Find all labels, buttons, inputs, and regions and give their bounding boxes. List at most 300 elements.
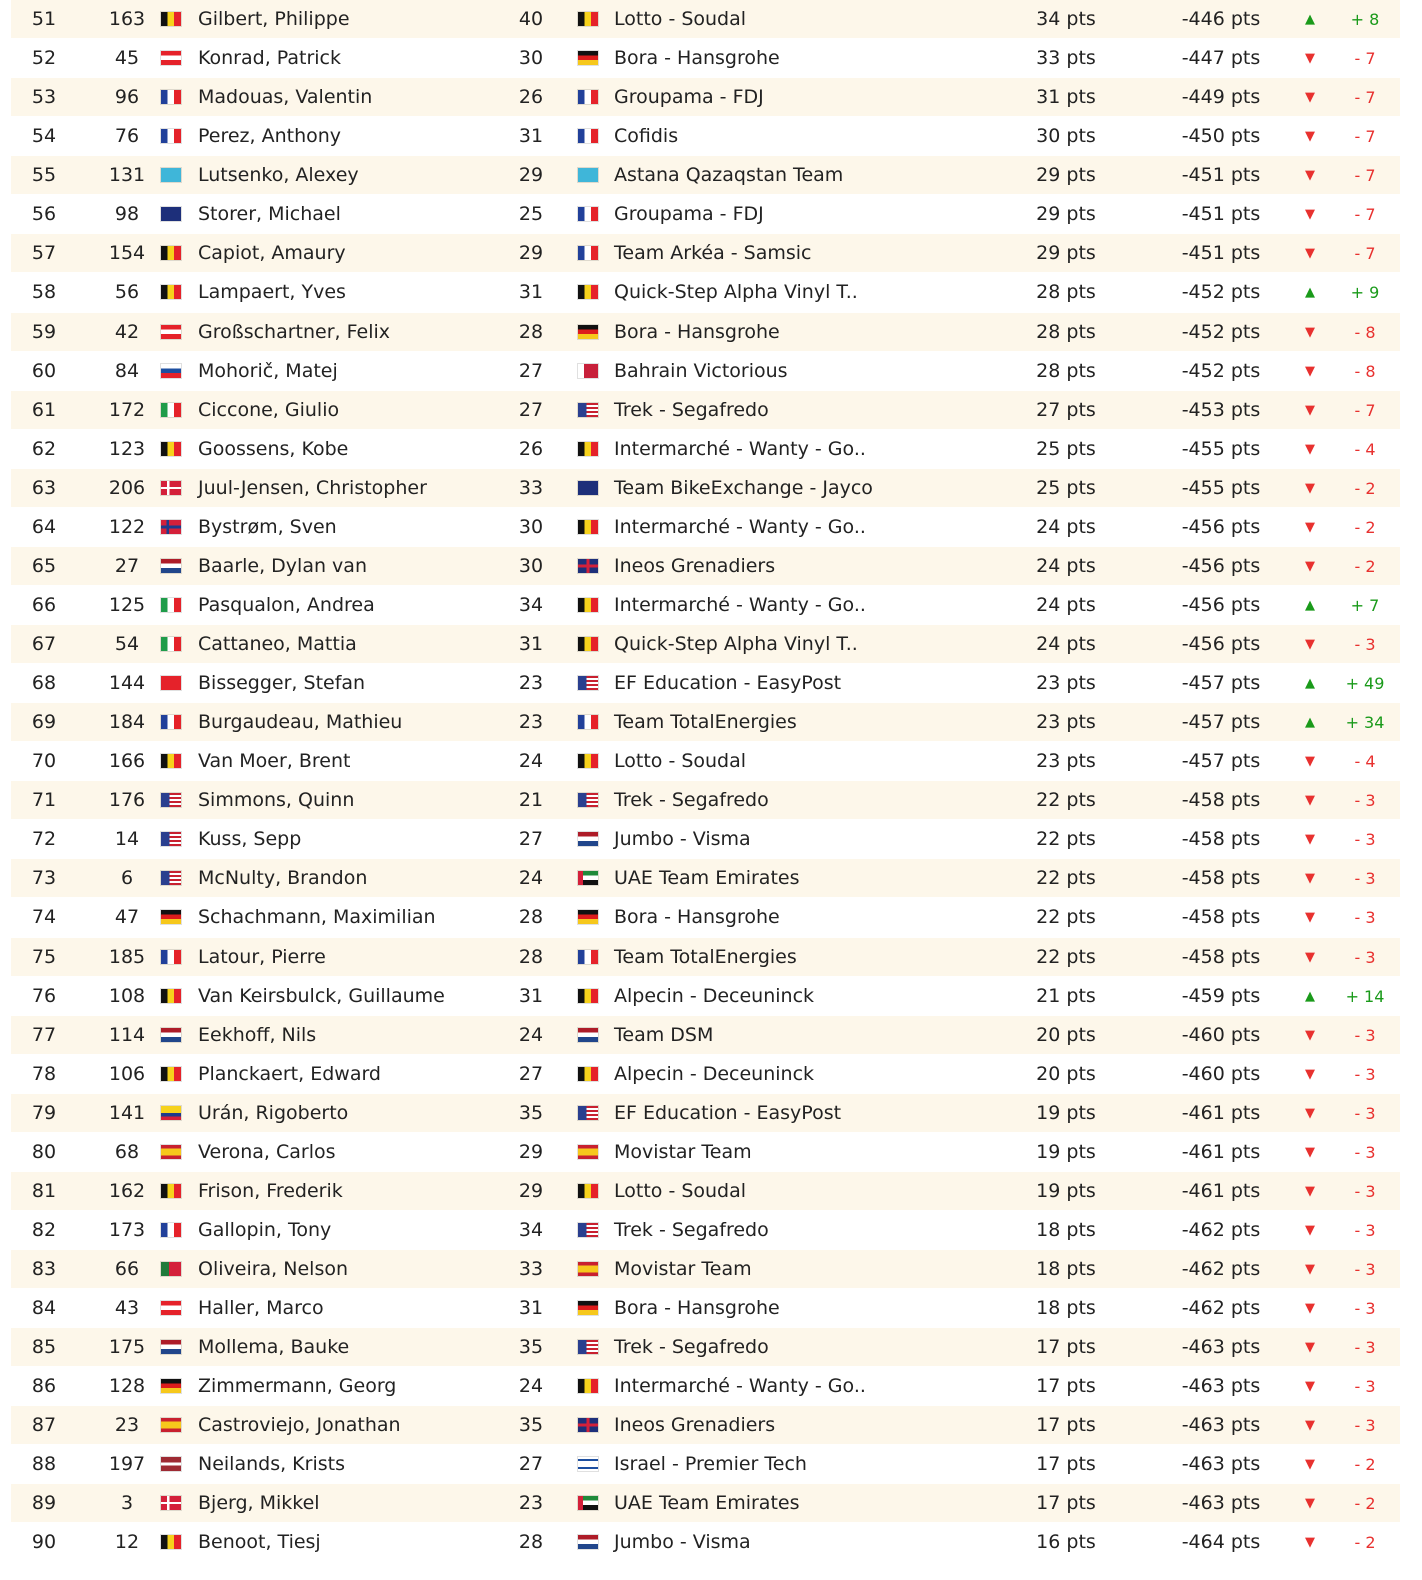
rider-name-link[interactable]: Kuss, Sepp (198, 828, 302, 851)
bib-cell: 162 (108, 1179, 146, 1202)
bib-cell: 128 (108, 1375, 146, 1398)
points-cell: 20 pts (1036, 1062, 1096, 1085)
rider-name-link[interactable]: Storer, Michael (198, 203, 341, 226)
points-diff-cell: -461 pts (1181, 1101, 1261, 1124)
rider-name-link[interactable]: Perez, Anthony (198, 125, 342, 148)
rank-change-cell: - 3 (1354, 830, 1376, 850)
rider-nation-flag-icon (161, 1028, 181, 1042)
rank-change-cell: - 2 (1354, 1533, 1376, 1553)
points-cell: 21 pts (1036, 984, 1096, 1007)
rider-name-link[interactable]: Ciccone, Giulio (198, 398, 340, 421)
rider-nation-flag-icon (161, 832, 181, 846)
table-row[interactable] (11, 703, 1400, 742)
bib-cell: 131 (108, 164, 146, 187)
points-cell: 25 pts (1036, 437, 1096, 460)
team-nation-flag-icon (578, 403, 598, 417)
table-row[interactable] (11, 1289, 1400, 1328)
team-nation-flag-icon (578, 12, 598, 26)
rider-nation-flag-icon (161, 989, 181, 1003)
age-cell: 24 (518, 867, 544, 890)
rank-cell: 70 (31, 750, 57, 773)
rider-name-link[interactable]: Simmons, Quinn (198, 789, 355, 812)
ranking-table (11, 0, 1400, 1563)
table-row[interactable] (11, 1484, 1400, 1523)
team-name-link[interactable]: Lotto - Soudal (614, 1179, 747, 1202)
points-diff-cell: -456 pts (1181, 633, 1261, 655)
rank-cell: 68 (31, 672, 57, 695)
bib-cell: 54 (114, 633, 140, 655)
team-nation-flag-icon (578, 832, 598, 846)
points-diff-cell: -451 pts (1181, 203, 1261, 226)
table-row[interactable] (11, 156, 1400, 195)
table-row[interactable] (11, 469, 1400, 508)
points-cell: 34 pts (1036, 8, 1096, 30)
team-name-link[interactable]: Astana Qazaqstan Team (614, 164, 844, 187)
bib-cell: 56 (114, 281, 140, 304)
points-cell: 23 pts (1036, 711, 1096, 734)
team-nation-flag-icon (578, 481, 598, 495)
table-row[interactable] (11, 1367, 1400, 1406)
rider-name-link[interactable]: Oliveira, Nelson (198, 1258, 349, 1280)
table-row[interactable] (11, 820, 1400, 859)
arrow-down-icon: ▼ (1305, 519, 1315, 535)
arrow-down-icon: ▼ (1305, 129, 1315, 145)
rank-change-cell: - 3 (1354, 791, 1376, 811)
arrow-up-icon: ▲ (1305, 597, 1315, 613)
team-name-link[interactable]: Bora - Hansgrohe (614, 320, 780, 343)
arrow-down-icon: ▼ (1305, 363, 1315, 379)
age-cell: 31 (518, 633, 544, 655)
rider-name-link[interactable]: Zimmermann, Georg (198, 1375, 397, 1398)
points-diff-cell: -455 pts (1181, 437, 1261, 460)
bib-cell: 14 (114, 828, 140, 851)
rank-cell: 57 (31, 242, 57, 265)
team-name-link[interactable]: Trek - Segafredo (614, 398, 769, 421)
rank-cell: 78 (31, 1062, 57, 1085)
team-name-link[interactable]: Israel - Premier Tech (614, 1453, 807, 1476)
points-cell: 19 pts (1036, 1140, 1096, 1163)
age-cell: 30 (518, 554, 544, 577)
arrow-down-icon: ▼ (1305, 324, 1315, 340)
arrow-down-icon: ▼ (1305, 1183, 1315, 1199)
team-name-link[interactable]: Intermarché - Wanty - Go.. (614, 515, 866, 538)
team-name-link[interactable]: Movistar Team (614, 1258, 752, 1280)
team-name-link[interactable]: UAE Team Emirates (614, 867, 800, 890)
age-cell: 21 (518, 789, 544, 812)
age-cell: 23 (518, 672, 544, 695)
team-nation-flag-icon (578, 676, 598, 690)
rider-nation-flag-icon (161, 1184, 181, 1198)
table-row[interactable] (11, 78, 1400, 117)
points-diff-cell: -463 pts (1181, 1492, 1261, 1515)
points-cell: 17 pts (1036, 1453, 1096, 1476)
rank-change-cell: - 4 (1354, 752, 1376, 772)
team-name-link[interactable]: Lotto - Soudal (614, 8, 747, 30)
table-row[interactable] (11, 1445, 1400, 1484)
rider-name-link[interactable]: Bystrøm, Sven (198, 515, 337, 538)
table-row[interactable] (11, 195, 1400, 234)
age-cell: 33 (518, 476, 544, 499)
points-cell: 30 pts (1036, 125, 1096, 148)
table-row[interactable] (11, 0, 1400, 39)
bib-cell: 141 (108, 1101, 146, 1124)
bib-cell: 106 (108, 1062, 146, 1085)
rider-name-link[interactable]: Verona, Carlos (198, 1140, 336, 1163)
bib-cell: 68 (114, 1140, 140, 1163)
rider-name-link[interactable]: Capiot, Amaury (198, 242, 346, 265)
rider-nation-flag-icon (161, 481, 181, 495)
points-cell: 24 pts (1036, 633, 1096, 655)
table-row[interactable] (11, 313, 1400, 352)
team-name-link[interactable]: Quick-Step Alpha Vinyl T.. (614, 281, 858, 304)
rider-nation-flag-icon (161, 1379, 181, 1393)
rider-name-link[interactable]: Cattaneo, Mattia (198, 633, 357, 655)
table-row[interactable] (11, 1016, 1400, 1055)
rider-name-link[interactable]: Benoot, Tiesj (198, 1531, 321, 1554)
rider-nation-flag-icon (161, 12, 181, 26)
arrow-down-icon: ▼ (1305, 1301, 1315, 1317)
team-name-link[interactable]: Team TotalEnergies (614, 711, 797, 734)
rank-cell: 59 (31, 320, 57, 343)
team-nation-flag-icon (578, 1301, 598, 1315)
points-diff-cell: -458 pts (1181, 789, 1261, 812)
team-name-link[interactable]: Intermarché - Wanty - Go.. (614, 1375, 866, 1398)
rider-nation-flag-icon (161, 754, 181, 768)
team-name-link[interactable]: Trek - Segafredo (614, 1336, 769, 1359)
rank-cell: 82 (31, 1218, 57, 1241)
team-name-link[interactable]: Cofidis (614, 125, 679, 148)
table-row[interactable] (11, 1523, 1400, 1562)
age-cell: 27 (518, 1062, 544, 1085)
rank-change-cell: - 3 (1354, 1103, 1376, 1123)
table-row[interactable] (11, 1094, 1400, 1133)
rank-cell: 65 (31, 554, 57, 577)
team-name-link[interactable]: Jumbo - Visma (614, 828, 751, 851)
rider-nation-flag-icon (161, 1418, 181, 1432)
points-cell: 29 pts (1036, 203, 1096, 226)
team-nation-flag-icon (578, 90, 598, 104)
table-row[interactable] (11, 781, 1400, 820)
team-nation-flag-icon (578, 715, 598, 729)
bib-cell: 47 (114, 906, 140, 929)
bib-cell: 185 (108, 945, 146, 968)
rank-change-cell: + 34 (1345, 713, 1385, 733)
team-name-link[interactable]: Bahrain Victorious (614, 359, 788, 382)
rider-nation-flag-icon (161, 1106, 181, 1120)
team-name-link[interactable]: Team DSM (614, 1023, 714, 1046)
age-cell: 23 (518, 1492, 544, 1515)
team-name-link[interactable]: Trek - Segafredo (614, 789, 769, 812)
table-row[interactable] (11, 1133, 1400, 1172)
rider-name-link[interactable]: Baarle, Dylan van (198, 554, 367, 577)
rider-nation-flag-icon (161, 871, 181, 885)
bib-cell: 122 (108, 515, 146, 538)
age-cell: 24 (518, 1023, 544, 1046)
points-diff-cell: -459 pts (1181, 984, 1261, 1007)
points-cell: 22 pts (1036, 906, 1096, 929)
team-name-link[interactable]: Trek - Segafredo (614, 1218, 769, 1241)
rank-change-cell: - 3 (1354, 1064, 1376, 1084)
rank-change-cell: - 3 (1354, 1416, 1376, 1436)
rider-name-link[interactable]: McNulty, Brandon (198, 867, 368, 890)
team-name-link[interactable]: Ineos Grenadiers (614, 1414, 776, 1437)
arrow-down-icon: ▼ (1305, 246, 1315, 262)
rank-cell: 56 (31, 203, 57, 226)
age-cell: 28 (518, 906, 544, 929)
age-cell: 34 (518, 593, 544, 616)
rank-cell: 53 (31, 86, 57, 109)
team-nation-flag-icon (578, 1106, 598, 1120)
rider-name-link[interactable]: Mollema, Bauke (198, 1336, 350, 1359)
rider-name-link[interactable]: Lutsenko, Alexey (198, 164, 359, 187)
arrow-down-icon: ▼ (1305, 871, 1315, 887)
points-cell: 29 pts (1036, 164, 1096, 187)
rank-cell: 83 (31, 1258, 57, 1280)
bib-cell: 45 (114, 47, 140, 70)
points-diff-cell: -463 pts (1181, 1375, 1261, 1398)
rider-name-link[interactable]: Gilbert, Philippe (198, 8, 350, 30)
points-diff-cell: -460 pts (1181, 1062, 1261, 1085)
points-cell: 33 pts (1036, 47, 1096, 70)
rank-change-cell: + 9 (1350, 283, 1380, 303)
age-cell: 30 (518, 47, 544, 70)
arrow-down-icon: ▼ (1305, 1340, 1315, 1356)
rank-cell: 69 (31, 711, 57, 734)
age-cell: 23 (518, 711, 544, 734)
arrow-down-icon: ▼ (1305, 168, 1315, 184)
table-row[interactable] (11, 547, 1400, 586)
rank-change-cell: - 8 (1354, 361, 1376, 381)
arrow-down-icon: ▼ (1305, 793, 1315, 809)
table-row[interactable] (11, 508, 1400, 547)
rider-nation-flag-icon (161, 285, 181, 299)
team-name-link[interactable]: Ineos Grenadiers (614, 554, 776, 577)
arrow-down-icon: ▼ (1305, 1105, 1315, 1121)
table-row[interactable] (11, 625, 1400, 664)
team-name-link[interactable]: Team TotalEnergies (614, 945, 797, 968)
table-row[interactable] (11, 742, 1400, 781)
team-nation-flag-icon (578, 637, 598, 651)
rank-change-cell: + 8 (1350, 10, 1380, 29)
team-name-link[interactable]: UAE Team Emirates (614, 1492, 800, 1515)
bib-cell: 173 (108, 1218, 146, 1241)
table-row[interactable] (11, 938, 1400, 977)
team-name-link[interactable]: EF Education - EasyPost (614, 1101, 842, 1124)
table-row[interactable] (11, 898, 1400, 937)
team-nation-flag-icon (578, 364, 598, 378)
rider-nation-flag-icon (161, 520, 181, 534)
points-diff-cell: -462 pts (1181, 1297, 1261, 1320)
rider-name-link[interactable]: Goossens, Kobe (198, 437, 349, 460)
team-name-link[interactable]: Alpecin - Deceuninck (614, 984, 815, 1007)
bib-cell: 84 (114, 359, 140, 382)
table-row[interactable] (11, 1250, 1400, 1289)
team-nation-flag-icon (578, 559, 598, 573)
rank-change-cell: - 4 (1354, 439, 1376, 459)
team-name-link[interactable]: Intermarché - Wanty - Go.. (614, 593, 866, 616)
table-row[interactable] (11, 1055, 1400, 1094)
table-row[interactable] (11, 234, 1400, 273)
rider-name-link[interactable]: Neilands, Krists (198, 1453, 345, 1476)
points-cell: 28 pts (1036, 359, 1096, 382)
rider-name-link[interactable]: Van Keirsbulck, Guillaume (198, 984, 445, 1007)
team-nation-flag-icon (578, 1145, 598, 1159)
points-diff-cell: -458 pts (1181, 867, 1261, 890)
team-nation-flag-icon (578, 598, 598, 612)
rider-name-link[interactable]: Urán, Rigoberto (198, 1101, 349, 1124)
table-row[interactable] (11, 352, 1400, 391)
table-row[interactable] (11, 1328, 1400, 1367)
age-cell: 34 (518, 1218, 544, 1241)
table-row[interactable] (11, 273, 1400, 312)
points-diff-cell: -463 pts (1181, 1336, 1261, 1359)
team-name-link[interactable]: Quick-Step Alpha Vinyl T.. (614, 633, 858, 655)
rider-name-link[interactable]: Mohorič, Matej (198, 359, 338, 382)
rank-cell: 61 (31, 398, 57, 421)
table-row[interactable] (11, 39, 1400, 78)
rider-name-link[interactable]: Haller, Marco (198, 1297, 324, 1320)
team-name-link[interactable]: Team Arkéa - Samsic (614, 242, 812, 265)
table-row[interactable] (11, 586, 1400, 625)
points-diff-cell: -452 pts (1181, 320, 1261, 343)
rider-name-link[interactable]: Konrad, Patrick (198, 47, 342, 70)
table-row[interactable] (11, 664, 1400, 703)
rank-change-cell: - 7 (1354, 400, 1376, 420)
table-row[interactable] (11, 859, 1400, 898)
arrow-down-icon: ▼ (1305, 637, 1315, 652)
rank-change-cell: - 3 (1354, 1377, 1376, 1397)
team-nation-flag-icon (578, 520, 598, 534)
team-nation-flag-icon (578, 442, 598, 456)
rank-cell: 63 (31, 476, 57, 499)
team-nation-flag-icon (578, 1340, 598, 1354)
arrow-up-icon: ▲ (1305, 12, 1315, 27)
team-name-link[interactable]: Bora - Hansgrohe (614, 906, 780, 929)
rank-change-cell: - 7 (1354, 205, 1376, 225)
table-row[interactable] (11, 430, 1400, 469)
team-name-link[interactable]: Bora - Hansgrohe (614, 1297, 780, 1320)
rank-cell: 74 (31, 906, 57, 929)
rider-nation-flag-icon (161, 1223, 181, 1237)
rank-change-cell: - 2 (1354, 517, 1376, 537)
arrow-down-icon: ▼ (1305, 910, 1315, 926)
arrow-down-icon: ▼ (1305, 1496, 1315, 1512)
age-cell: 27 (518, 398, 544, 421)
team-name-link[interactable]: Movistar Team (614, 1140, 752, 1163)
team-name-link[interactable]: Jumbo - Visma (614, 1531, 751, 1554)
points-cell: 22 pts (1036, 828, 1096, 851)
points-cell: 24 pts (1036, 554, 1096, 577)
team-name-link[interactable]: Intermarché - Wanty - Go.. (614, 437, 866, 460)
table-row[interactable] (11, 977, 1400, 1016)
points-cell: 17 pts (1036, 1414, 1096, 1437)
bib-cell: 123 (108, 437, 146, 460)
rider-name-link[interactable]: Gallopin, Tony (198, 1218, 332, 1241)
points-diff-cell: -447 pts (1181, 47, 1261, 70)
rider-name-link[interactable]: Planckaert, Edward (198, 1062, 381, 1085)
rider-name-link[interactable]: Bissegger, Stefan (198, 672, 366, 695)
age-cell: 35 (518, 1336, 544, 1359)
points-cell: 24 pts (1036, 593, 1096, 616)
team-name-link[interactable]: Lotto - Soudal (614, 750, 747, 773)
rank-cell: 79 (31, 1101, 57, 1124)
rank-change-cell: - 3 (1354, 1181, 1376, 1201)
rank-cell: 51 (31, 8, 57, 30)
age-cell: 27 (518, 1453, 544, 1476)
age-cell: 31 (518, 1297, 544, 1320)
rider-name-link[interactable]: Madouas, Valentin (198, 86, 373, 109)
rank-cell: 89 (31, 1492, 57, 1515)
rider-name-link[interactable]: Frison, Frederik (198, 1179, 343, 1202)
rider-nation-flag-icon (161, 950, 181, 964)
rider-name-link[interactable]: Latour, Pierre (198, 945, 326, 968)
rider-name-link[interactable]: Burgaudeau, Mathieu (198, 711, 403, 734)
rider-name-link[interactable]: Juul-Jensen, Christopher (198, 476, 427, 499)
rider-nation-flag-icon (161, 910, 181, 924)
arrow-down-icon: ▼ (1305, 1457, 1315, 1473)
table-row[interactable] (11, 391, 1400, 430)
team-nation-flag-icon (578, 1379, 598, 1393)
rider-nation-flag-icon (161, 129, 181, 143)
points-diff-cell: -457 pts (1181, 672, 1261, 695)
table-row[interactable] (11, 1172, 1400, 1211)
rank-change-cell: - 3 (1354, 1142, 1376, 1162)
age-cell: 27 (518, 828, 544, 851)
team-nation-flag-icon (578, 285, 598, 299)
rank-cell: 80 (31, 1140, 57, 1163)
rider-name-link[interactable]: Großschartner, Felix (198, 320, 391, 343)
table-row[interactable] (11, 1406, 1400, 1445)
team-name-link[interactable]: Groupama - FDJ (614, 203, 764, 226)
rider-name-link[interactable]: Eekhoff, Nils (198, 1023, 317, 1046)
bib-cell: 108 (108, 984, 146, 1007)
team-nation-flag-icon (578, 207, 598, 221)
rank-cell: 71 (31, 789, 57, 812)
rider-name-link[interactable]: Van Moer, Brent (198, 750, 351, 773)
rider-nation-flag-icon (161, 325, 181, 339)
age-cell: 28 (518, 320, 544, 343)
rider-nation-flag-icon (161, 559, 181, 573)
team-name-link[interactable]: Bora - Hansgrohe (614, 47, 780, 70)
rider-name-link[interactable]: Lampaert, Yves (198, 281, 346, 304)
rank-cell: 54 (31, 125, 57, 148)
points-diff-cell: -446 pts (1181, 8, 1261, 30)
points-cell: 18 pts (1036, 1297, 1096, 1320)
rider-name-link[interactable]: Castroviejo, Jonathan (198, 1414, 401, 1437)
rank-change-cell: - 2 (1354, 478, 1376, 498)
rider-name-link[interactable]: Bjerg, Mikkel (198, 1492, 320, 1515)
team-nation-flag-icon (578, 1535, 598, 1549)
arrow-down-icon: ▼ (1305, 207, 1315, 223)
rider-name-link[interactable]: Schachmann, Maximilian (198, 906, 436, 929)
rider-name-link[interactable]: Pasqualon, Andrea (198, 593, 375, 616)
rider-nation-flag-icon (161, 793, 181, 807)
team-nation-flag-icon (578, 1028, 598, 1042)
rank-change-cell: + 49 (1345, 674, 1385, 694)
arrow-down-icon: ▼ (1305, 1535, 1315, 1551)
bib-cell: 175 (108, 1336, 146, 1359)
bib-cell: 27 (114, 554, 140, 577)
team-name-link[interactable]: Team BikeExchange - Jayco (614, 476, 873, 499)
team-name-link[interactable]: Groupama - FDJ (614, 86, 764, 109)
table-row[interactable] (11, 1211, 1400, 1250)
team-name-link[interactable]: EF Education - EasyPost (614, 672, 842, 695)
rank-cell: 81 (31, 1179, 57, 1202)
team-name-link[interactable]: Alpecin - Deceuninck (614, 1062, 815, 1085)
team-nation-flag-icon (578, 950, 598, 964)
rider-nation-flag-icon (161, 676, 181, 690)
table-row[interactable] (11, 117, 1400, 156)
